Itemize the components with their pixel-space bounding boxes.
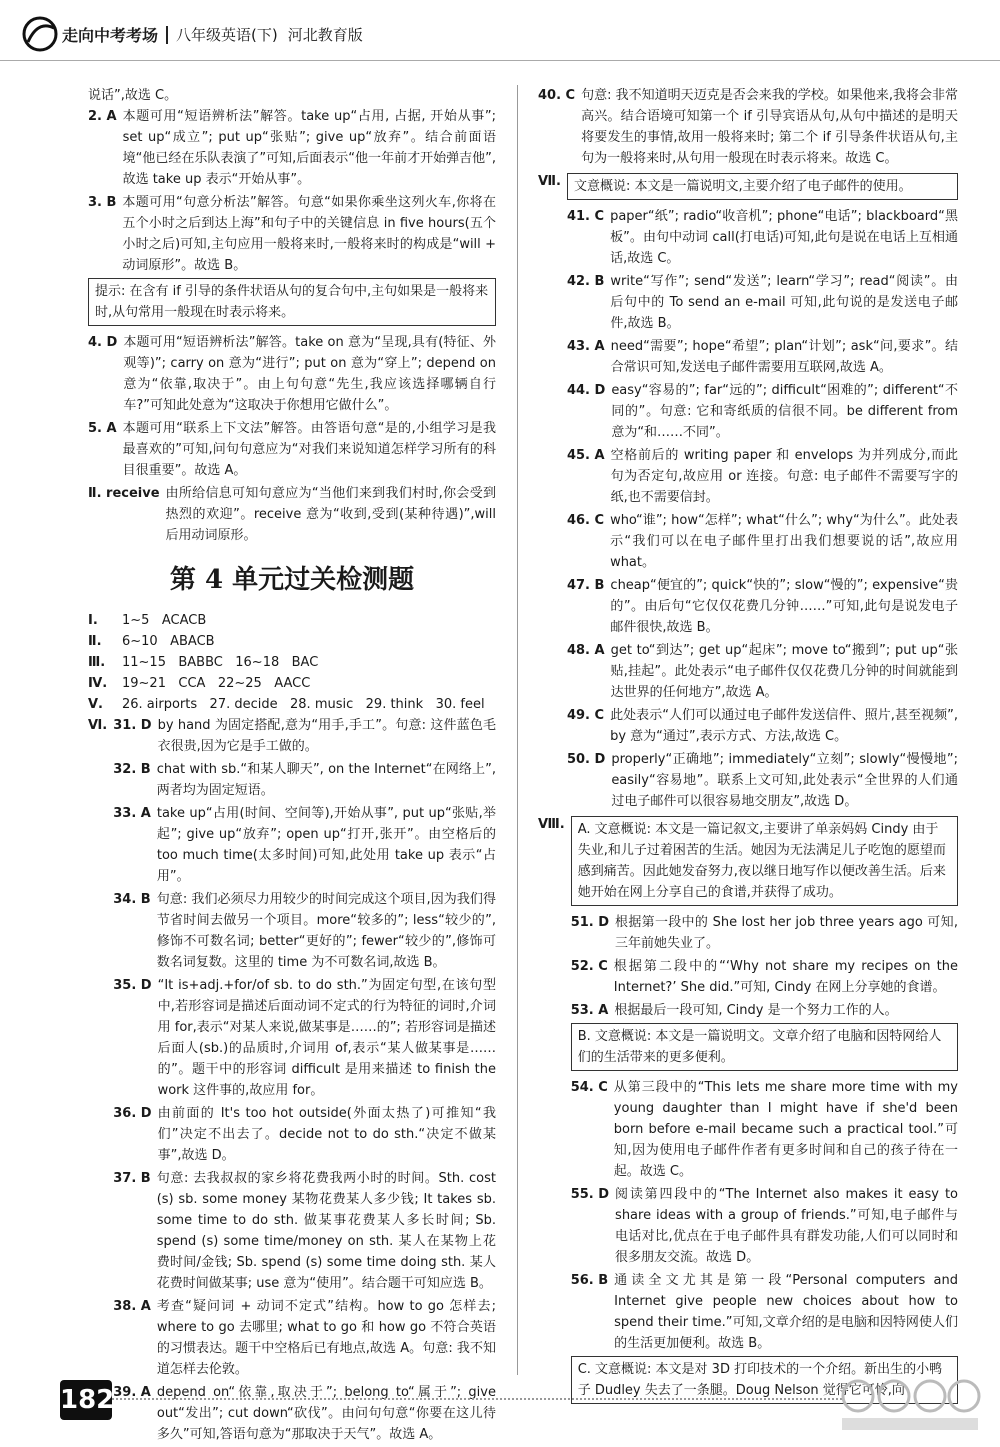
answer-number: 32. B: [113, 762, 151, 777]
section-title: 第 4 单元过关检测题: [169, 565, 415, 595]
answer-key-row: [88, 652, 496, 673]
answer-key-text: 11~15 BABBC 16~18 BAC: [122, 655, 319, 670]
section-label: Ⅴ.: [88, 697, 103, 712]
section-label: Ⅶ.: [538, 174, 561, 189]
answer-explanation: 句意: 我不知道明天迈克是否会来我的学校。如果他来,我将会非常高兴。结合语境可知第一个 if 引导宾语从句,从句中描述的是明天将要发生的事情,故用一般将来时; 第二个 if 引导条件状语从句,主句为一般将来时,从句用一般现在时表示将来。故选 C。: [581, 88, 958, 166]
answer-number: 35. D: [113, 978, 152, 993]
answer-key-text: 1~5 ACACB: [122, 613, 207, 628]
answer-item: [567, 380, 958, 443]
answer-number: 50. D: [566, 752, 606, 767]
answer-number: 43. A: [566, 339, 605, 354]
section-label: Ⅵ.: [88, 718, 108, 733]
answer-number: 4. D: [88, 335, 118, 350]
answer-explanation: cheap“便宜的”; quick“快的”; slow“慢的”; expensive“贵的”。由后句“它仅仅花费几分钟……”可知,此句是说发电子邮件很快,故选 B。: [610, 578, 958, 635]
answer-explanation: who“谁”; how“怎样”; what“什么”; why“为什么”。此处表示“我们可以在电子邮件里打出我们想要说的话”,故应用 what。: [610, 513, 958, 570]
answer-explanation: 考查“疑问词 + 动词不定式”结构。how to go 怎样去; where to go 去哪里; what to go 和 how go 不符合英语的习惯表达。题干中空格后已有地点,故选 A。句意: 我不知道怎样去伦敦。: [156, 1299, 496, 1377]
answer-item: [571, 912, 958, 954]
answer-explanation: 由前面的 It's too hot outside(外面太热了)可推知“我们”决定不出去了。decide not to do sth.“决定不做某事”,故选 D。: [157, 1106, 496, 1163]
answer-item: [113, 1103, 496, 1166]
answer-item: [567, 445, 958, 508]
page-header: [0, 0, 1000, 70]
answer-key-row: [88, 631, 496, 652]
answer-list: [571, 912, 958, 1021]
answer-item: [88, 106, 496, 190]
column-divider: [517, 85, 518, 1375]
answer-explanation: by hand 为固定搭配,意为“用手,手工”。句意: 这件蓝色毛衣很贵,因为它是手工做的。: [157, 718, 496, 754]
answer-number: 48. A: [566, 643, 605, 658]
answer-key-row: [88, 694, 496, 715]
answer-explanation: 句意: 去我叔叔的家乡将花费我两小时的时间。Sth. cost (s) sb. some money 某物花费某人多少钱; It takes sb. some time to do sth. 做某事花费某人多长时间; Sb. spend (s) some time/money on sth. 某人在某物上花费时间/金钱; Sb. spend (s) some time doing sth. 某人花费时间做某事; use 意为“使用”。结合题干可知应选 B。: [156, 1171, 496, 1291]
section-body: [571, 814, 958, 1410]
answer-item: [538, 85, 958, 169]
answer-item: [88, 483, 496, 546]
summary-box-c: C. 文意概说: 本文是对 3D 打印技术的一个介绍。新出生的小鸭子 Dudley 失去了一条腿。Doug Nelson 觉得它可怜,向: [571, 1356, 958, 1404]
answer-item: [571, 1184, 958, 1268]
answer-explanation: paper“纸”; radio“收音机”; phone“电话”; blackboard“黑板”。由句中动词 call(打电话)可知,此句是说在电话上互相通话,故选 C。: [610, 209, 958, 266]
header-title-row: [62, 22, 363, 48]
right-column: [538, 85, 958, 1410]
answer-number: Ⅱ. receive: [88, 486, 160, 501]
answer-list: [567, 206, 958, 812]
header-separator: [166, 26, 168, 44]
answer-explanation: 阅读第四段中的“The Internet also makes it easy to share ideas with a group of friends.”可知,电子邮件与电话对比,优点在于电子邮件具有群发功能,人们可以同时和很多朋友交流。故选 D。: [615, 1187, 958, 1265]
answer-explanation: 根据最后一段可知, Cindy 是一个努力工作的人。: [614, 1003, 898, 1018]
answer-explanation: “It is+adj.+for/of sb. to do sth.”为固定句型,在该句型中,若形容词是描述后面动词不定式的行为特征的词时,介词用 for,表示“对某人来说,做某事是……的”; 若形容词是描述后面人(sb.)的品质时,介词用 of,表示“某人做某事是……的”。题干中的形容词 difficult 是用来描述 to finish the work 这件事的,故应用 for。: [157, 978, 496, 1098]
edition-label: 河北教育版: [287, 25, 363, 44]
answer-number: 5. A: [88, 421, 117, 436]
summary-box: 文意概说: 本文是一篇说明文,主要介绍了电子邮件的使用。: [567, 173, 958, 200]
answer-number: 36. D: [113, 1106, 152, 1121]
answer-item: [113, 1296, 496, 1380]
section-vi: [88, 715, 496, 1447]
answer-explanation: 空格前后的 writing paper 和 envelops 为并列成分,而此句为否定句,故应用 or 连接。句意: 电子邮件不需要写字的纸,也不需要信封。: [610, 448, 958, 505]
answer-number: 37. B: [113, 1171, 151, 1186]
answer-item: [571, 1270, 958, 1354]
answer-number: 42. B: [566, 274, 605, 289]
answer-explanation: depend on“依靠,取决于”; belong to“属于”; give out“发出”; cut down“砍伐”。由问句句意“你要在这儿待多久”可知,答语句意为“那取决于天气”。故选 A。: [156, 1385, 496, 1442]
section-viii: [538, 814, 958, 1410]
answer-explanation: 本题可用“短语辨析法”解答。take on 意为“呈现,具有(特征、外观等)”; carry on 意为“进行”; put on 意为“穿上”; depend on 意为“依靠,取决于”。由上句句意“先生,我应该选择哪辆自行车?”可知此处意为“这取决于你想用它做什么”。: [123, 335, 496, 413]
section-label: Ⅳ.: [88, 676, 108, 691]
answer-key-text: 19~21 CCA 22~25 AACC: [122, 676, 311, 691]
answer-key-text: 6~10 ABACB: [122, 634, 215, 649]
answer-list: [113, 715, 496, 1447]
answer-item: [571, 1000, 958, 1021]
answer-number: 56. B: [570, 1273, 609, 1288]
summary-box-a: A. 文意概说: 本文是一篇记叙文,主要讲了单亲妈妈 Cindy 由于失业,和儿子过着困苦的生活。她因为无法满足儿子吃饱的愿望而感到痛苦。因此她发奋努力,夜以继日地写作以便改善生活。后来她开始在网上分享自己的食谱,并获得了成功。: [571, 816, 958, 906]
answer-item: [88, 192, 496, 276]
answer-number: 54. C: [570, 1080, 608, 1095]
answer-item: [88, 418, 496, 481]
answer-number: 34. B: [113, 892, 151, 907]
answer-item: [113, 975, 496, 1101]
answer-item: [567, 510, 958, 573]
section-label: Ⅰ.: [88, 613, 98, 628]
answer-explanation: 句意: 我们必须尽力用较少的时间完成这个项目,因为我们得节省时间去做另一个项目。more“较多的”; less“较少的”,修饰不可数名词; better“更好的”; fewer“较少的”,修饰可数名词复数。这里的 time 为不可数名词,故选 B。: [156, 892, 496, 970]
answer-item: [567, 749, 958, 812]
brand-name: 走向中考考场: [62, 25, 159, 45]
section-label: Ⅲ.: [88, 655, 106, 670]
answer-item: [567, 271, 958, 334]
answer-item: [113, 889, 496, 973]
answer-number: 49. C: [566, 708, 605, 723]
answer-explanation: 根据第一段中的 She lost her job three years ago 可知,三年前她失业了。: [615, 915, 958, 951]
tip-box: 提示: 在含有 if 引导的条件状语从句的复合句中,主句如果是一般将来时,从句常用一般现在时表示将来。: [88, 278, 496, 326]
answer-item: [113, 803, 496, 887]
answer-number: 44. D: [566, 383, 606, 398]
answer-number: 45. A: [566, 448, 605, 463]
page-number: 182: [60, 1380, 112, 1420]
answer-key-row: [88, 673, 496, 694]
answer-number: 38. A: [113, 1299, 151, 1314]
intro-text: 说话”,故选 C。: [88, 88, 178, 103]
answer-item: [567, 206, 958, 269]
answer-list: [571, 1077, 958, 1354]
watermark-logo-icon: [834, 1374, 984, 1436]
answer-item: [113, 1168, 496, 1294]
answer-number: 2. A: [88, 109, 117, 124]
answer-explanation: 此处表示“人们可以通过电子邮件发送信件、照片,甚至视频”, by 意为“通过”,表示方式、方法,故选 C。: [610, 708, 958, 744]
answer-number: 47. B: [566, 578, 605, 593]
answer-number: 3. B: [88, 195, 117, 210]
answer-item: [567, 336, 958, 378]
answer-explanation: 从第三段中的“This lets me share more time with my young daughter than I might have if she'd been born before e-mail became such a practical tool.”可知,因为使用电子邮件作者有更多时间和自己的孩子待在一起。故选 C。: [613, 1080, 958, 1179]
answer-explanation: get to“到达”; get up“起床”; move to“搬到”; put up“张贴,挂起”。此处表示“电子邮件仅仅花费几分钟的时间就能到达世界的任何地方”,故选 A。: [610, 643, 958, 700]
answer-number: 39. A: [113, 1385, 151, 1400]
answer-item: [88, 332, 496, 416]
answer-item: [567, 640, 958, 703]
answer-explanation: 由所给信息可知句意应为“当他们来到我们村时,你会受到热烈的欢迎”。receive 意为“收到,受到(某种待遇)”,will 后用动词原形。: [165, 486, 496, 543]
answer-list: [88, 106, 496, 276]
answer-number: 55. D: [570, 1187, 610, 1202]
answer-explanation: easy“容易的”; far“远的”; difficult“困难的”; different“不同的”。句意: 它和寄纸质的信很不同。be different from 意为“和……不同”。: [611, 383, 958, 440]
answer-number: 53. A: [570, 1003, 609, 1018]
section-vii: [538, 171, 958, 814]
answer-number: 33. A: [113, 806, 151, 821]
answer-item: [571, 1077, 958, 1182]
answer-list: [88, 332, 496, 546]
answer-explanation: 通读全文尤其是第一段“Personal computers and Internet give people new choices about how to spend their time.”可知,文章介绍的是电脑和因特网使人们的生活更加便利。故选 B。: [614, 1273, 958, 1351]
answer-number: 41. C: [566, 209, 605, 224]
answer-explanation: chat with sb.“和某人聊天”, on the Internet“在网络上”,两者均为固定短语。: [156, 762, 496, 798]
answer-number: 40. C: [538, 88, 576, 103]
answer-explanation: 本题可用“联系上下文法”解答。由答语句意“是的,小组学习是我最喜欢的”可知,问句句意应为“对我们来说知道怎样学习所有的科目很重要”。故选 A。: [122, 421, 496, 478]
section-label: Ⅱ.: [88, 634, 102, 649]
answer-key-row: [88, 610, 496, 631]
answer-item: [113, 715, 496, 757]
grade-label: 八年级英语(下): [176, 25, 278, 44]
answer-item: [567, 705, 958, 747]
answer-key: [88, 610, 496, 715]
section-body: [567, 171, 958, 814]
answer-explanation: need“需要”; hope“希望”; plan“计划”; ask“问,要求”。结合常识可知,发送电子邮件需要用互联网,故选 A。: [610, 339, 958, 375]
section-label: Ⅷ.: [538, 817, 565, 832]
answer-explanation: 根据第二段中的“‘Why not share my recipes on the Internet?’ She did.”可知, Cindy 在网上分享她的食谱。: [613, 959, 958, 995]
answer-item: [113, 759, 496, 801]
answer-number: 52. C: [570, 959, 608, 974]
answer-explanation: 本题可用“句意分析法”解答。句意“如果你乘坐这列火车,你将在五个小时之后到达上海”和句子中的关键信息 in five hours(五个小时之后)可知,主句应用一般将来时,一般将来时的构成是“will + 动词原形”。故选 B。: [122, 195, 496, 273]
answer-number: 46. C: [566, 513, 605, 528]
answer-explanation: properly“正确地”; immediately“立刻”; slowly“慢慢地”; easily“容易地”。联系上文可知,此处表示“全世界的人们通过电子邮件可以很容易地交朋友”,故选 D。: [611, 752, 958, 809]
answer-explanation: take up“占用(时间、空间等),开始从事”, put up“张贴,举起”; give up“放弃”; open up“打开,张开”。由空格后的 too much time(太多时间)可知,此处用 take up 表示“占用”。: [156, 806, 496, 884]
summary-box-b: B. 文意概说: 本文是一篇说明文。文章介绍了电脑和因特网给人们的生活带来的更多便利。: [571, 1023, 958, 1071]
answer-item: [571, 956, 958, 998]
left-column: [88, 85, 496, 1447]
answer-number: 51. D: [570, 915, 610, 930]
footer-dotted-line: [112, 1398, 842, 1400]
brand-logo-icon: [20, 14, 60, 54]
answer-item: [567, 575, 958, 638]
answer-list: [538, 85, 958, 169]
page-footer: [0, 1374, 1000, 1444]
answer-explanation: 本题可用“短语辨析法”解答。take up“占用, 占据, 开始从事”; set up“成立”; put up“张贴”; give up“放弃”。结合前面语境“他已经在乐队表演了”可知,后面表示“他一年前才开始弹吉他”,故选 take up 表示“开始从事”。: [122, 109, 496, 187]
answer-explanation: write“写作”; send“发送”; learn“学习”; read“阅读”。由后句中的 To send an e-mail 可知,此句说的是发送电子邮件,故选 B。: [610, 274, 958, 331]
header-rule: [0, 60, 1000, 61]
answer-key-text: 26. airports 27. decide 28. music 29. think 30. feel: [122, 697, 485, 712]
answer-number: 31. D: [113, 718, 152, 733]
